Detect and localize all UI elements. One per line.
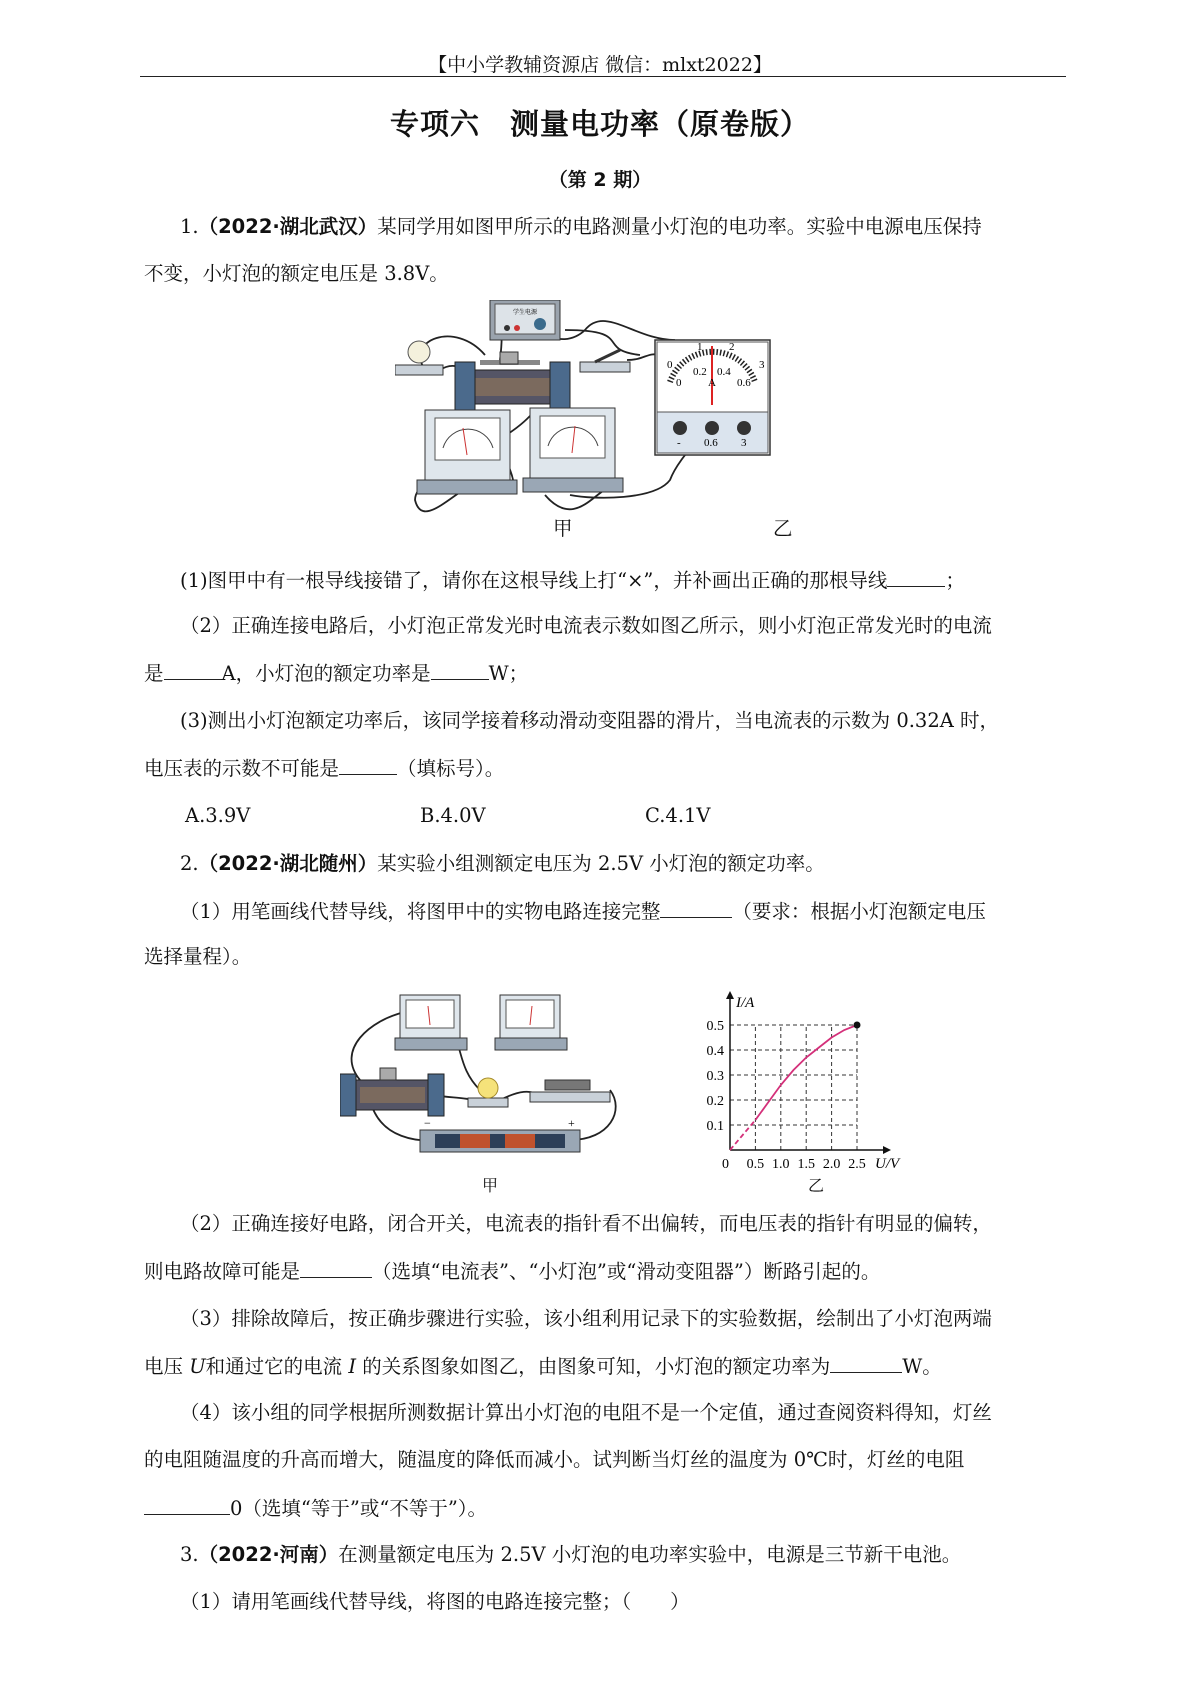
svg-text:+: + [568, 1116, 575, 1130]
svg-text:1: 1 [697, 341, 703, 353]
ammeter-dial-figure [655, 340, 770, 455]
page-header: 【中小学教辅资源店 微信：mlxt2022】 [428, 54, 772, 76]
q2-part1-line2: 选择量程）。 [144, 945, 252, 968]
q3-stem: 3.（2022·河南）在测量额定电压为 2.5V 小灯泡的电功率实验中，电源是三节新干电池。 [180, 1543, 962, 1566]
voltmeter [523, 408, 623, 492]
chart-grid [730, 1025, 857, 1150]
y-axis-label: I/A [736, 995, 755, 1011]
bulb [408, 341, 430, 363]
x-tick-label: 2.5 [848, 1157, 866, 1172]
y-tick-label: 0.3 [706, 1069, 724, 1084]
svg-text:3: 3 [759, 359, 765, 371]
svg-text:-: - [677, 437, 681, 449]
x-axis-arrow [883, 1146, 891, 1154]
supply-knob [534, 318, 546, 330]
q2-fig-label-jia: 甲 [482, 1176, 499, 1195]
q1-part2-line2: 是 A，小灯泡的额定功率是 W； [144, 662, 529, 685]
q1-option-a: A.3.9V [185, 804, 251, 827]
endpoint-marker [854, 1022, 861, 1029]
q1-part3-line1: (3)测出小灯泡额定功率后，该同学接着移动滑动变阻器的滑片，当电流表的示数为 0.32A 时， [180, 709, 1000, 732]
bulb-base [395, 365, 443, 375]
q2-part3-line2: 电压 U和通过它的电流 I 的关系图象如图乙，由图象可知，小灯泡的额定功率为 W。 [144, 1355, 942, 1378]
q2-stem: 2.（2022·湖北随州）某实验小组测额定电压为 2.5V 小灯泡的额定功率。 [180, 852, 825, 875]
switch [530, 1080, 610, 1102]
q2-part2-line1: （2）正确连接好电路，闭合开关，电流表的指针看不出偏转，而电压表的指针有明显的偏转， [180, 1212, 992, 1235]
svg-text:3: 3 [741, 437, 747, 449]
origin-label: 0 [722, 1157, 729, 1172]
q2-circuit-figure [340, 990, 630, 1180]
q1-option-b: B.4.0V [420, 804, 486, 827]
svg-text:0: 0 [676, 377, 682, 389]
q2-part1-line1: （1）用笔画线代替导线，将图甲中的实物电路连接完整 （要求：根据小灯泡额定电压 [180, 900, 986, 923]
svg-text:2: 2 [729, 341, 735, 353]
q1-stem-line2: 不变，小灯泡的额定电压是 3.8V。 [144, 262, 449, 285]
svg-text:0.6: 0.6 [737, 377, 751, 389]
svg-text:0.2: 0.2 [693, 366, 707, 378]
q2-part4-line2: 的电阻随温度的升高而增大，随温度的降低而减小。试判断当灯丝的温度为 0℃时，灯丝的电阻 [144, 1448, 965, 1471]
q1-stem-line1: 1.（2022·湖北武汉）某同学用如图甲所示的电路测量小灯泡的电功率。实验中电源电压保持 [180, 215, 982, 238]
q2-part2-line2: 则电路故障可能是 （选填“电流表”、“小灯泡”或“滑动变阻器”）断路引起的。 [144, 1260, 881, 1283]
q2-part4-line3: 0（选填“等于”或“不等于”）。 [144, 1496, 487, 1521]
q1-fig-label-jia: 甲 [553, 517, 573, 540]
y-tick-label: 0.5 [706, 1019, 724, 1034]
y-axis-arrow [726, 991, 734, 999]
x-axis-label: U/V [875, 1156, 900, 1172]
svg-text:0: 0 [667, 359, 673, 371]
q1-part2-line1: （2）正确连接电路后，小灯泡正常发光时电流表示数如图乙所示，则小灯泡正常发光时的电流 [180, 614, 992, 637]
svg-text:A: A [708, 377, 716, 389]
q2-part3-line1: （3）排除故障后，按正确步骤进行实验，该小组利用记录下的实验数据，绘制出了小灯泡两端 [180, 1307, 992, 1330]
svg-text:0.4: 0.4 [717, 366, 731, 378]
q1-part1: (1)图甲中有一根导线接错了，请你在这根导线上打“×”，并补画出正确的那根导线 ； [180, 569, 965, 592]
q1-fig-label-yi: 乙 [773, 517, 793, 540]
svg-text:学生电源: 学生电源 [512, 310, 538, 316]
q2-part4-line1: （4）该小组的同学根据所测数据计算出小灯泡的电阻不是一个定值，通过查阅资料得知，灯丝 [180, 1401, 992, 1424]
y-tick-label: 0.1 [706, 1119, 724, 1134]
page-subtitle: （第 2 期） [548, 169, 652, 191]
ammeter [395, 995, 467, 1050]
q1-part3-line2: 电压表的示数不可能是 （填标号）。 [144, 757, 505, 780]
q2-fig-label-yi: 乙 [808, 1176, 825, 1195]
q1-circuit-figure [395, 300, 855, 535]
page-title: 专项六 测量电功率（原卷版） [389, 107, 810, 141]
ammeter [417, 410, 517, 494]
voltmeter [495, 995, 567, 1050]
iu-chart [690, 975, 920, 1180]
x-tick-label: 1.5 [797, 1157, 815, 1172]
y-tick-label: 0.4 [706, 1044, 724, 1059]
x-tick-label: 2.0 [822, 1157, 841, 1172]
switch [580, 362, 630, 372]
svg-text:0.6: 0.6 [704, 437, 718, 449]
svg-text:−: − [424, 1116, 431, 1130]
rheostat [340, 1068, 444, 1116]
x-tick-label: 0.5 [746, 1157, 765, 1172]
x-tick-label: 1.0 [772, 1157, 790, 1172]
q3-part1: （1）请用笔画线代替导线，将图的电路连接完整；（ ） [180, 1590, 690, 1613]
q1-option-c: C.4.1V [645, 804, 711, 827]
y-tick-label: 0.2 [706, 1094, 724, 1109]
wire [565, 330, 640, 355]
header-rule [140, 76, 1066, 77]
battery-pack [420, 1116, 580, 1152]
